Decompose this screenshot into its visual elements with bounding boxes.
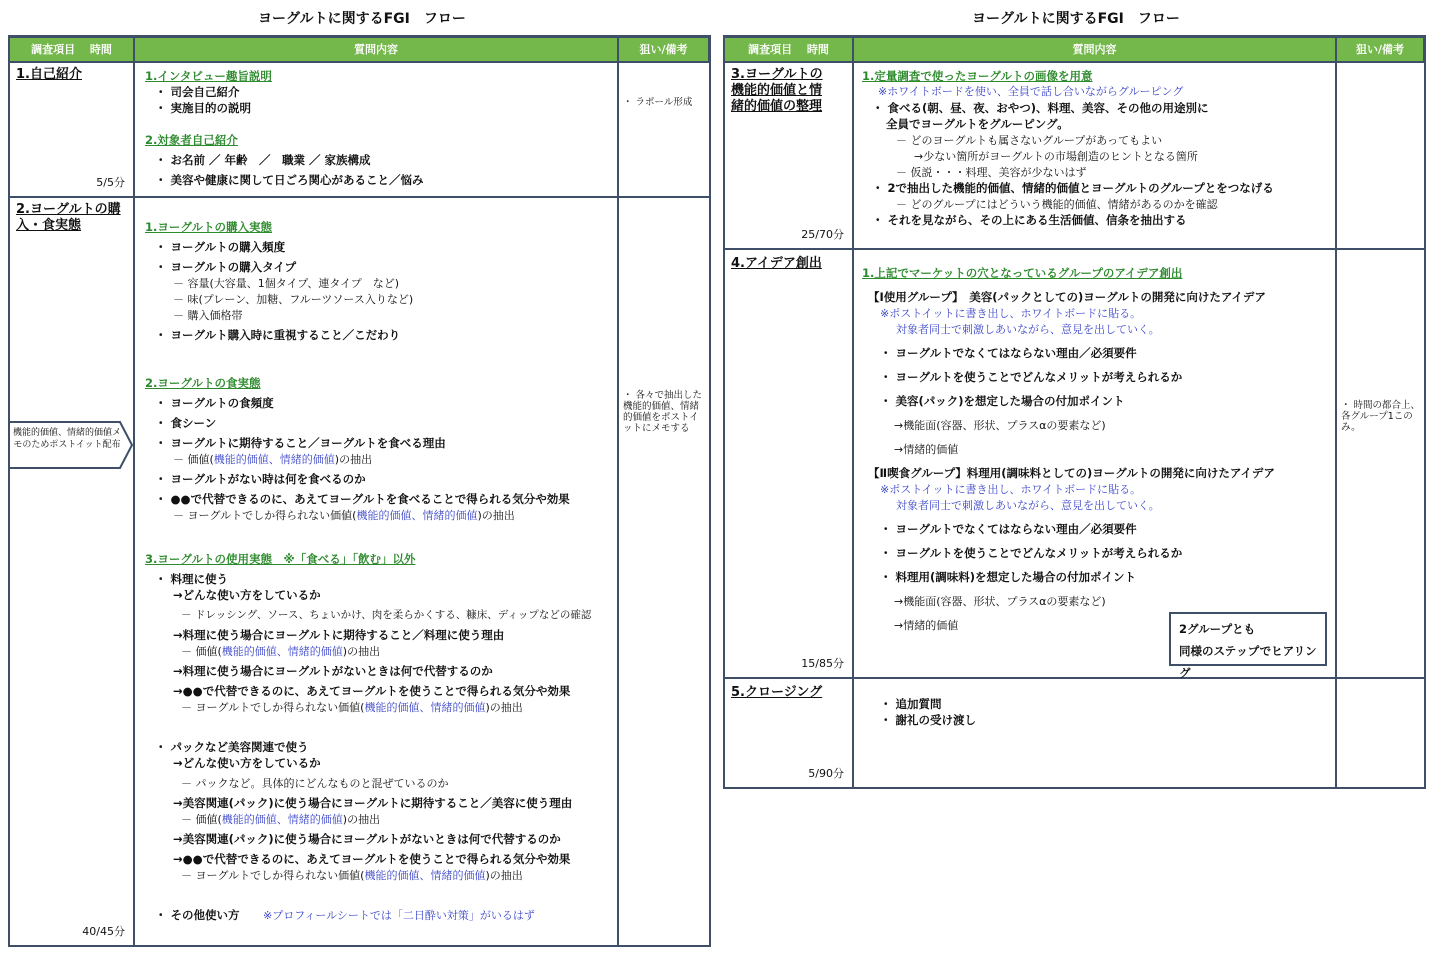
section-row-3 bbox=[725, 62, 1424, 249]
value-label: 機能的価値、情緒的価値 bbox=[356, 508, 478, 522]
question-item: ・ その他使い方 bbox=[155, 907, 240, 922]
question-sub bbox=[181, 700, 523, 715]
question-note: ※ホワイトボードを使い、全員で話し合いながらグルーピング bbox=[878, 84, 1184, 98]
question-item: ・ ヨーグルトでなくてはならない理由／必須要件 bbox=[880, 345, 1137, 360]
question-item: ・ ヨーグルト購入時に重視すること／こだわり bbox=[155, 327, 401, 342]
text-part: － ヨーグルトでしか得られない価値( bbox=[181, 868, 365, 882]
question-item: ・ 2で抽出した機能的価値、情緒的価値とヨーグルトのグループとをつなげる bbox=[872, 180, 1274, 195]
section-cell bbox=[725, 62, 853, 249]
section-row-2 bbox=[10, 197, 709, 946]
right-flow-table bbox=[723, 35, 1426, 789]
group-note-line: 2グループとも bbox=[1179, 622, 1256, 636]
question-item: ・ ヨーグルトに期待すること／ヨーグルトを食べる理由 bbox=[155, 435, 446, 450]
question-item: ・ ●●で代替できるのに、あえてヨーグルトを食べることで得られる気分や効果 bbox=[155, 491, 570, 506]
section-cell bbox=[10, 197, 134, 946]
question-item: ・ それを見ながら、その上にある生活価値、信条を抽出する bbox=[872, 212, 1187, 227]
note-text: ・ 各々で抽出した機能的価値、情緒的価値をポストイットにメモする bbox=[623, 389, 703, 434]
question-sub: →●●で代替できるのに、あえてヨーグルトを使うことで得られる気分や効果 bbox=[173, 683, 571, 698]
note-cell bbox=[1336, 62, 1424, 249]
section-title: 4.アイデア創出 bbox=[731, 255, 822, 271]
question-heading: 1.上記でマーケットの穴となっているグループのアイデア創出 bbox=[862, 265, 1183, 280]
section-cell bbox=[725, 249, 853, 678]
question-item: ・ ヨーグルトがない時は何を食べるのか bbox=[155, 471, 366, 486]
text-part: )の抽出 bbox=[342, 812, 381, 826]
group-note-box bbox=[1169, 612, 1327, 680]
question-sub: － パックなど。具体的にどんなものと混ぜているのか bbox=[181, 776, 449, 790]
header-question: 質問内容 bbox=[853, 38, 1336, 62]
text-part: )の抽出 bbox=[342, 644, 381, 658]
question-item: ・ ヨーグルトを使うことでどんなメリットが考えられるか bbox=[880, 545, 1183, 560]
question-item: ・ 食べる(朝、昼、夜、おやつ)、料理、美容、その他の用途別に bbox=[872, 100, 1209, 115]
question-item: ・ 美容(パック)を想定した場合の付加ポイント bbox=[880, 393, 1125, 408]
question-item: ・ 料理用(調味料)を想定した場合の付加ポイント bbox=[880, 569, 1137, 584]
question-sub: － どのヨーグルトも属さないグループがあってもよい bbox=[896, 133, 1163, 147]
question-sub: →美容関連(パック)に使う場合にヨーグルトがないときは何で代替するのか bbox=[173, 831, 561, 846]
question-sub: →美容関連(パック)に使う場合にヨーグルトに期待すること／美容に使う理由 bbox=[173, 795, 573, 810]
question-heading: 1.定量調査で使ったヨーグルトの画像を用意 bbox=[862, 68, 1093, 83]
question-sub: →情緒的価値 bbox=[894, 618, 959, 632]
section-title: 1.自己紹介 bbox=[16, 66, 82, 82]
question-sub: →情緒的価値 bbox=[894, 442, 959, 456]
text-part: － 価値( bbox=[173, 452, 214, 466]
section-title: 2.ヨーグルトの購入・食実態 bbox=[16, 201, 121, 233]
question-item: ・ 追加質問 bbox=[880, 696, 942, 711]
question-heading: 2.ヨーグルトの食実態 bbox=[145, 375, 261, 390]
question-item: ・ ヨーグルトを使うことでどんなメリットが考えられるか bbox=[880, 369, 1183, 384]
section-time: 25/70分 bbox=[801, 227, 844, 241]
question-item: ・ ヨーグルトの食頻度 bbox=[155, 395, 274, 410]
header-note: 狙い/備考 bbox=[618, 38, 709, 62]
section-row-1 bbox=[10, 62, 709, 197]
section-title: 5.クロージング bbox=[731, 684, 823, 700]
question-sub: →機能面(容器、形状、プラスαの要素など) bbox=[894, 594, 1106, 608]
question-item: ・ 食シーン bbox=[155, 415, 217, 430]
question-heading: 3.ヨーグルトの使用実態 ※「食べる」「飲む」以外 bbox=[145, 551, 416, 566]
group-note-line: 同様のステップでヒアリング bbox=[1179, 644, 1317, 680]
header-question: 質問内容 bbox=[134, 38, 618, 62]
text-part: － 価値( bbox=[181, 812, 222, 826]
section-cell bbox=[10, 62, 134, 197]
question-sub bbox=[181, 868, 523, 883]
header-item-time: 調査項目 時間 bbox=[725, 38, 853, 62]
section-title: 3.ヨーグルトの機能的価値と情緒的価値の整理 bbox=[731, 66, 823, 114]
question-sub: － ドレッシング、ソース、ちょいかけ、肉を柔らかくする、糠床、ディップなどの確認 bbox=[181, 608, 592, 621]
right-page-title: ヨーグルトに関するFGI フロー bbox=[972, 11, 1180, 27]
value-label: 機能的価値、情緒的価値 bbox=[364, 868, 486, 882]
question-sub: － 味(プレーン、加糖、フルーツソース入りなど) bbox=[173, 292, 414, 306]
question-sub: →どんな使い方をしているか bbox=[173, 587, 321, 602]
value-label: 機能的価値、情緒的価値 bbox=[221, 812, 343, 826]
question-sub bbox=[181, 812, 380, 827]
note-cell bbox=[1336, 249, 1424, 678]
section-time: 15/85分 bbox=[801, 656, 844, 670]
question-item: ・ 司会自己紹介 bbox=[155, 84, 240, 99]
text-part: )の抽出 bbox=[477, 508, 515, 522]
question-item: ・ ヨーグルトの購入頻度 bbox=[155, 239, 286, 254]
question-item: ・ パックなど美容関連で使う bbox=[155, 739, 309, 754]
question-sub: － 容量(大容量、1個タイプ、連タイプ など) bbox=[173, 276, 400, 290]
question-item: ・ お名前 ／ 年齢 ／ 職業 ／ 家族構成 bbox=[155, 152, 371, 167]
text-part: )の抽出 bbox=[485, 700, 523, 714]
question-sub: － 購入価格帯 bbox=[173, 308, 243, 322]
question-heading: 1.ヨーグルトの購入実態 bbox=[145, 219, 273, 234]
question-sub: →料理に使う場合にヨーグルトがないときは何で代替するのか bbox=[173, 663, 493, 678]
question-item: 全員でヨーグルトをグルーピング。 bbox=[886, 116, 1069, 131]
section-time: 5/5分 bbox=[96, 175, 125, 189]
question-sub: →機能面(容器、形状、プラスαの要素など) bbox=[894, 418, 1106, 432]
question-cell bbox=[853, 62, 1336, 249]
question-item: ・ ヨーグルトの購入タイプ bbox=[155, 259, 297, 274]
question-note: ※ポストイットに書き出し、ホワイトボードに貼る。 bbox=[880, 306, 1142, 320]
question-note: 対象者同士で刺激しあいながら、意見を出していく。 bbox=[896, 322, 1160, 336]
text-part: － ヨーグルトでしか得られない価値( bbox=[173, 508, 357, 522]
question-sub: →どんな使い方をしているか bbox=[173, 755, 321, 770]
question-cell bbox=[853, 678, 1336, 788]
question-sub bbox=[173, 452, 372, 467]
question-cell bbox=[134, 62, 618, 197]
question-note: ※ポストイットに書き出し、ホワイトボードに貼る。 bbox=[880, 482, 1142, 496]
section-cell bbox=[725, 678, 853, 788]
question-item: ・ 料理に使う bbox=[155, 571, 229, 586]
question-item: ・ 美容や健康に関して日ごろ関心があること／悩み bbox=[155, 172, 424, 187]
question-heading: 1.インタビュー趣旨説明 bbox=[145, 68, 272, 83]
question-sub: →少ない箇所がヨーグルトの市場創造のヒントとなる箇所 bbox=[914, 149, 1198, 163]
question-sub bbox=[181, 644, 380, 659]
note-text: ・ 時間の都合上、各グループ1このみ。 bbox=[1341, 399, 1421, 433]
group-heading: 【Ⅱ喫食グループ】料理用(調味料としての)ヨーグルトの開発に向けたアイデア bbox=[868, 465, 1275, 480]
text-part: )の抽出 bbox=[334, 452, 373, 466]
section-row-5 bbox=[725, 678, 1424, 788]
question-sub: →料理に使う場合にヨーグルトに期待すること／料理に使う理由 bbox=[173, 627, 505, 642]
section-time: 40/45分 bbox=[82, 925, 125, 938]
postit-callout bbox=[8, 421, 130, 469]
question-item: ・ 実施目的の説明 bbox=[155, 100, 252, 115]
question-note: 対象者同士で刺激しあいながら、意見を出していく。 bbox=[896, 498, 1160, 512]
question-sub: － 仮説・・・料理、美容が少ないはず bbox=[896, 165, 1087, 179]
header-note: 狙い/備考 bbox=[1336, 38, 1424, 62]
value-label: 機能的価値、情緒的価値 bbox=[221, 644, 343, 658]
section-time: 5/90分 bbox=[808, 767, 844, 780]
text-part: － ヨーグルトでしか得られない価値( bbox=[181, 700, 365, 714]
note-cell bbox=[618, 197, 709, 946]
question-sub: － どのグループにはどういう機能的価値、情緒があるのかを確認 bbox=[896, 197, 1218, 211]
note-text: ・ ラポール形成 bbox=[623, 96, 693, 108]
note-cell bbox=[618, 62, 709, 197]
question-sub: →●●で代替できるのに、あえてヨーグルトを使うことで得られる気分や効果 bbox=[173, 851, 571, 866]
header-item-time: 調査項目 時間 bbox=[10, 38, 134, 62]
question-item: ・ 謝礼の受け渡し bbox=[880, 712, 977, 727]
callout-text: 機能的価値、情緒的価値メモのためポストイット配布 bbox=[12, 428, 121, 450]
left-page-title: ヨーグルトに関するFGI フロー bbox=[258, 11, 466, 27]
value-label: 機能的価値、情緒的価値 bbox=[213, 452, 335, 466]
group-heading: 【Ⅰ使用グループ】 美容(パックとしての)ヨーグルトの開発に向けたアイデア bbox=[868, 289, 1266, 304]
profile-note: ※プロフィールシートでは「二日酔い対策」がいるはず bbox=[263, 908, 535, 922]
question-sub bbox=[173, 508, 515, 523]
value-label: 機能的価値、情緒的価値 bbox=[364, 700, 486, 714]
question-item: ・ ヨーグルトでなくてはならない理由／必須要件 bbox=[880, 521, 1137, 536]
text-part: － 価値( bbox=[181, 644, 222, 658]
text-part: )の抽出 bbox=[485, 868, 523, 882]
question-heading: 2.対象者自己紹介 bbox=[145, 132, 238, 147]
note-cell bbox=[1336, 678, 1424, 788]
question-cell bbox=[134, 197, 618, 946]
left-flow-table bbox=[8, 35, 711, 947]
